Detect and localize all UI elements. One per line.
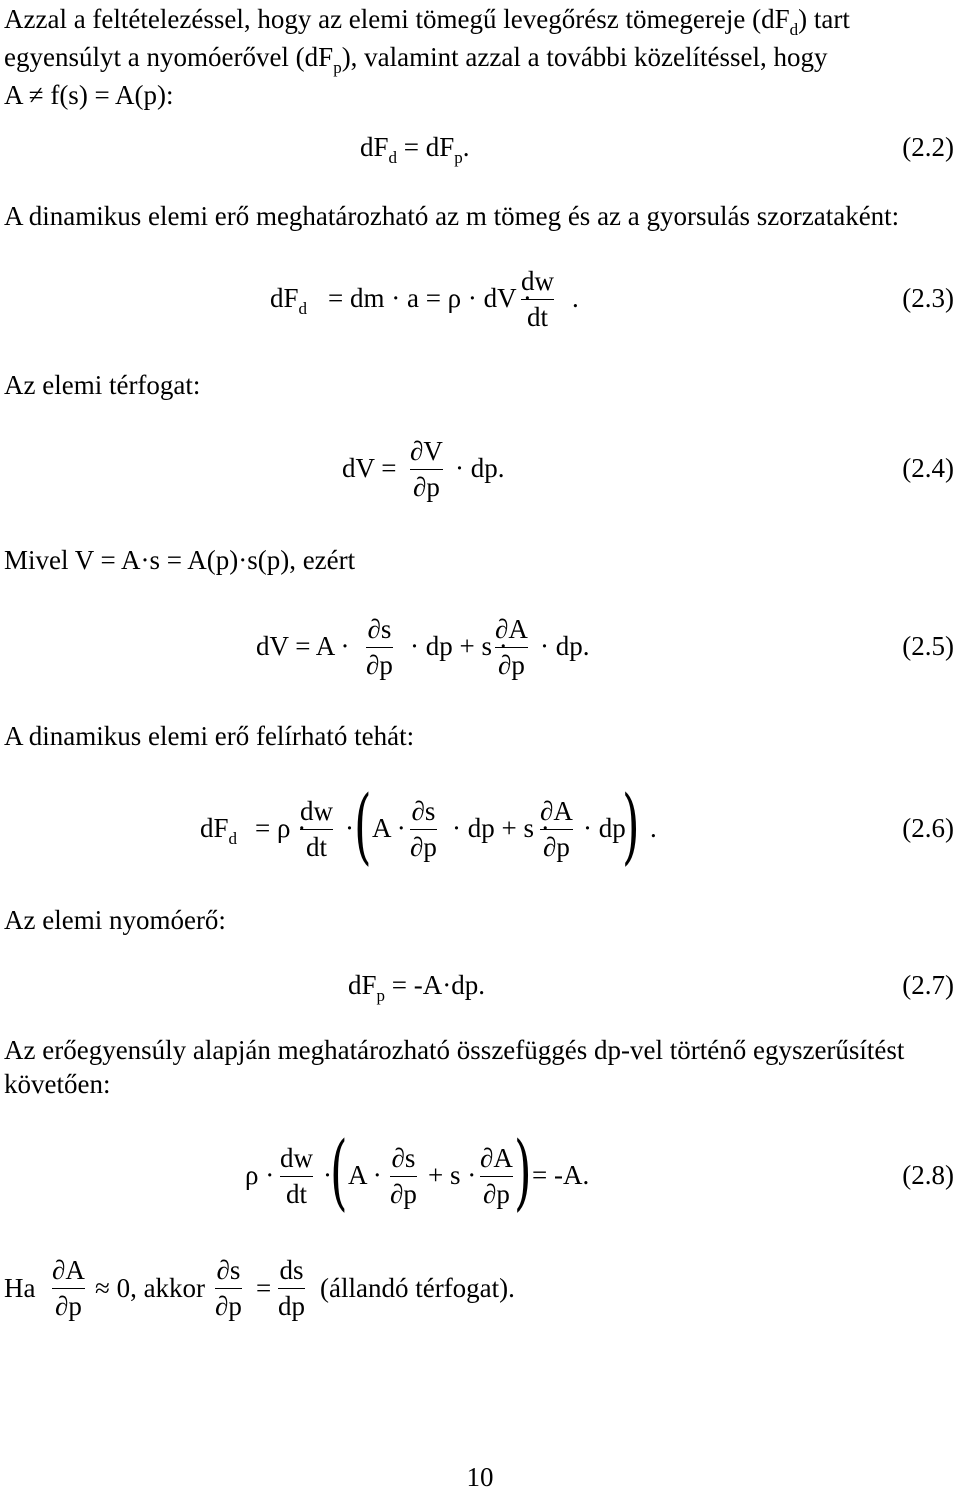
- equation-number: (2.8): [902, 1160, 954, 1190]
- constant-volume-note: (állandó térfogat).: [320, 1273, 515, 1303]
- fraction-dA-dp: ∂A ∂p: [480, 1143, 513, 1209]
- dynamic-written-text: A dinamikus elemi erő felírható tehát:: [4, 721, 415, 751]
- equation-2-2: $dF_d = dF_p$.: [360, 132, 470, 167]
- intro-paragraph: Azzal a feltételezéssel, hogy az elemi tömegű levegőrész tömegereje $(dF_d)$ tart egyensúlyt a nyomóerővel $(dF_p)$, valamint azzal a további közelítéssel, hogy A ≠ f(s) = A(p):: [4, 4, 850, 110]
- equation-number: (2.3): [902, 283, 954, 313]
- since-text: Mivel V = A·s = A(p)·s(p), ezért: [4, 545, 356, 575]
- left-paren: (: [330, 1125, 348, 1220]
- volume-text: Az elemi térfogat:: [4, 370, 201, 400]
- fraction-ds-dp: ∂s ∂p: [390, 1143, 417, 1209]
- dynamic-force-text: A dinamikus elemi erő meghatározható az m tömeg és az a gyorsulás szorzataként:: [4, 201, 900, 231]
- equation-number: (2.2): [902, 132, 954, 162]
- equation-number: (2.5): [902, 631, 954, 661]
- equation-number: (2.7): [902, 970, 954, 1000]
- fraction-ds-dp: ∂s ∂p: [410, 796, 437, 862]
- right-paren: ): [622, 779, 640, 874]
- balance-paragraph: Az erőegyensúly alapján meghatározható összefüggés dp-vel történő egyszerűsítést követően:: [4, 1035, 905, 1099]
- fraction-dA-dp: ∂A ∂p: [540, 796, 573, 862]
- equation-2-3-lhs: $dF_d$: [270, 283, 308, 318]
- equation-number: (2.6): [902, 813, 954, 843]
- equation-2-6-lhs: $dF_d$: [200, 813, 238, 848]
- pressure-force-text: Az elemi nyomóerő:: [4, 905, 226, 935]
- fraction-dV-dp: ∂V ∂p: [410, 436, 443, 502]
- equation-2-3-rhs: = dm · a = ρ · dV ·: [328, 283, 532, 313]
- right-paren: ): [514, 1125, 532, 1220]
- equation-2-4-lhs: dV =: [342, 453, 397, 483]
- fraction-dw-dt: dw dt: [521, 266, 554, 332]
- equation-2-5-lhs: dV = A ·: [256, 631, 350, 661]
- fraction-dA-dp: ∂A ∂p: [495, 614, 528, 680]
- equation-2-7: $dF_p = -A\cdot dp$.: [348, 970, 485, 1005]
- fraction-dA-dp: ∂A ∂p: [52, 1255, 85, 1321]
- fraction-ds-dp-total: ds dp: [278, 1255, 305, 1321]
- page-number: 10: [466, 1462, 494, 1492]
- left-paren: (: [354, 779, 372, 874]
- equation-2-8-lhs: ρ ·: [245, 1160, 275, 1190]
- equation-number: (2.4): [902, 453, 954, 483]
- fraction-ds-dp: ∂s ∂p: [215, 1255, 242, 1321]
- fraction-dw-dt: dw dt: [280, 1143, 313, 1209]
- condition-ha: Ha: [4, 1273, 36, 1303]
- fraction-dw-dt: dw dt: [300, 796, 333, 862]
- fraction-ds-dp: ∂s ∂p: [366, 614, 393, 680]
